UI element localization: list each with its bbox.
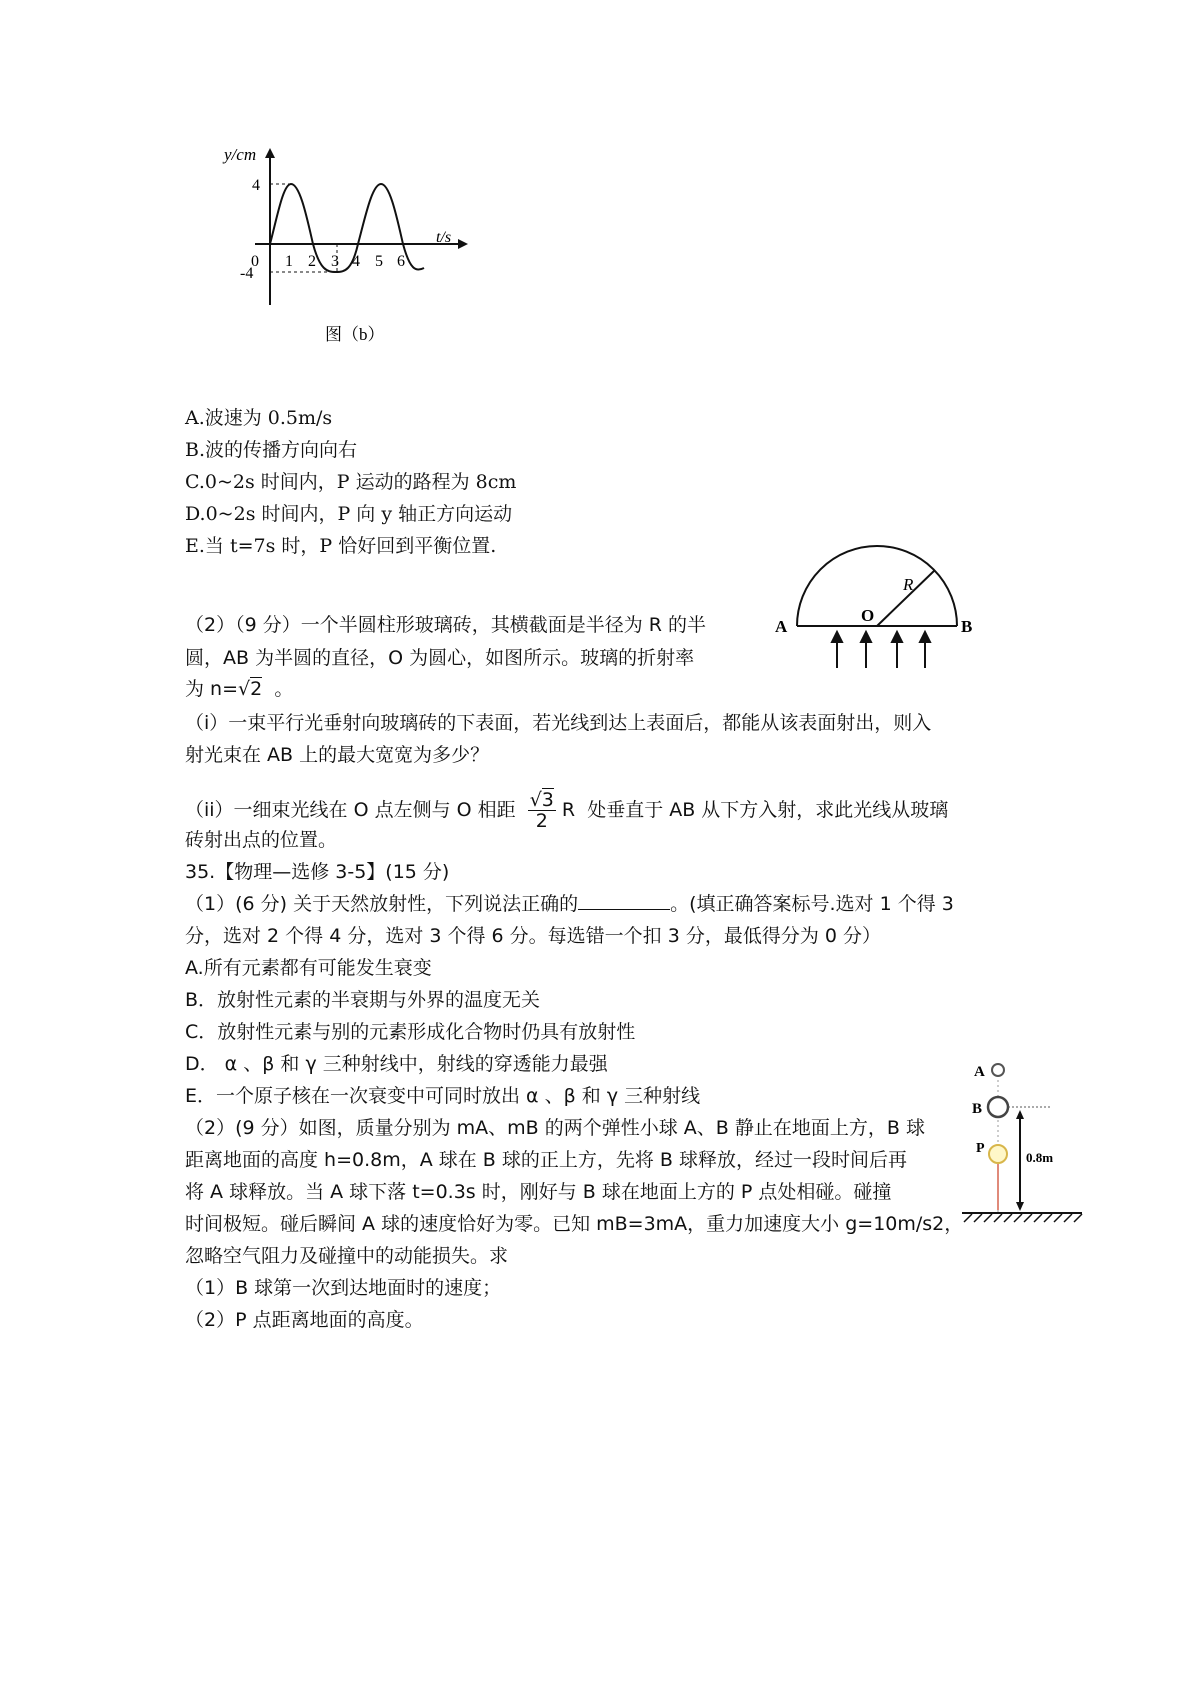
q35-header: 35.【物理—选修 3-5】(15 分) xyxy=(185,861,450,883)
t-tick-2: 2 xyxy=(308,253,316,270)
part-ii-prefix: （ii）一细束光线在 O 点左侧与 O 相距 xyxy=(185,799,516,821)
t-tick-5: 5 xyxy=(375,253,383,270)
wave-option-d: D.0~2s 时间内，P 向 y 轴正方向运动 xyxy=(185,503,513,525)
refractive-index-prefix: 为 n= xyxy=(185,678,239,700)
q34-2-part-ii-line1 xyxy=(185,790,948,831)
semicircle-arc xyxy=(797,546,957,626)
t-axis-label: t/s xyxy=(436,229,452,246)
q35-2-line1: （2）(9 分）如图，质量分别为 mA、mB 的两个弹性小球 A、B 静止在地面上方，B 球 xyxy=(185,1117,925,1139)
fraction-numerator-value: 3 xyxy=(541,789,554,811)
q35-option-a: A.所有元素都有可能发生衰变 xyxy=(185,957,432,979)
t-axis-arrow xyxy=(458,239,468,249)
height-label: 0.8m xyxy=(1026,1150,1054,1165)
q34-2-line1: （2）（9 分）一个半圆柱形玻璃砖，其横截面是半径为 R 的半 xyxy=(185,614,706,636)
wave-option-b: B.波的传播方向向右 xyxy=(185,439,358,461)
ball-label-b: B xyxy=(972,1101,983,1117)
label-o: O xyxy=(861,606,875,625)
q35-1-prefix: （1）(6 分) 关于天然放射性，下列说法正确的 xyxy=(185,893,579,915)
incident-arrows xyxy=(832,632,930,668)
height-arrow-bottom xyxy=(1016,1202,1024,1211)
q35-1-line1 xyxy=(185,891,954,917)
q35-2-sub2: （2）P 点距离地面的高度。 xyxy=(185,1309,424,1331)
q35-1-line2: 分，选对 2 个得 4 分，选对 3 个得 6 分。每选错一个扣 3 分，最低得分为 0 分） xyxy=(185,925,882,947)
q34-2-part-ii-line2: 砖射出点的位置。 xyxy=(185,829,338,851)
q35-2-line4: 时间极短。碰后瞬间 A 球的速度恰好为零。已知 mB=3mA，重力加速度大小 g=10m/s2， xyxy=(185,1213,964,1235)
t-tick-3: 3 xyxy=(331,253,339,270)
part-ii-suffix: 处垂直于 AB 从下方入射，求此光线从玻璃 xyxy=(587,799,949,821)
y-tick-plus4: 4 xyxy=(252,177,260,194)
point-p-ball xyxy=(989,1145,1007,1163)
ball-a xyxy=(992,1064,1004,1076)
sqrt-radicand: 2 xyxy=(250,678,263,700)
semicircle-figure xyxy=(775,540,980,675)
q35-2-line5: 忽略空气阻力及碰撞中的动能损失。求 xyxy=(185,1245,509,1267)
wave-option-a: A.波速为 0.5m/s xyxy=(185,407,333,429)
fraction-numerator: √3 xyxy=(529,789,554,811)
wave-option-e: E.当 t=7s 时，P 恰好回到平衡位置. xyxy=(185,535,497,557)
q35-option-e: E．一个原子核在一次衰变中可同时放出 α 、β 和 γ 三种射线 xyxy=(185,1085,701,1107)
q35-option-b: B．放射性元素的半衰期与外界的温度无关 xyxy=(185,989,541,1011)
falling-balls-figure xyxy=(958,1052,1088,1237)
label-a: A xyxy=(775,617,788,636)
t-tick-1: 1 xyxy=(285,253,293,270)
refractive-index-suffix: 。 xyxy=(274,678,294,700)
q34-2-part-i-line2: 射光束在 AB 上的最大宽宽为多少？ xyxy=(185,744,490,766)
ball-label-p: P xyxy=(976,1141,985,1156)
q35-option-d: D． α 、β 和 γ 三种射线中，射线的穿透能力最强 xyxy=(185,1053,608,1075)
y-axis-arrow xyxy=(265,148,275,158)
fraction-denominator: 2 xyxy=(535,810,548,832)
label-b: B xyxy=(961,617,973,636)
q35-1-suffix: 。(填正确答案标号.选对 1 个得 3 xyxy=(670,893,954,915)
ground-hatching xyxy=(964,1214,1082,1222)
height-arrow-top xyxy=(1016,1110,1024,1119)
wave-option-c: C.0~2s 时间内，P 运动的路程为 8cm xyxy=(185,471,517,493)
t-tick-4: 4 xyxy=(352,253,360,270)
q35-option-c: C．放射性元素与别的元素形成化合物时仍具有放射性 xyxy=(185,1021,636,1043)
t-tick-6: 6 xyxy=(397,253,405,270)
fraction-sqrt3-over-2 xyxy=(528,790,556,831)
y-axis-label: y/cm xyxy=(224,145,257,164)
q34-2-line2: 圆，AB 为半圆的直径，O 为圆心，如图所示。玻璃的折射率 xyxy=(185,647,695,669)
sqrt-sign: √ xyxy=(238,678,251,700)
q34-2-part-i-line1: （i）一束平行光垂射向玻璃砖的下表面，若光线到达上表面后，都能从该表面射出，则入 xyxy=(185,712,932,734)
ball-label-a: A xyxy=(974,1064,985,1080)
fraction-variable: R xyxy=(561,799,576,821)
q35-2-line3: 将 A 球释放。当 A 球下落 t=0.3s 时，刚好与 B 球在地面上方的 P 点处相碰。碰撞 xyxy=(185,1181,892,1203)
q35-2-line2: 距离地面的高度 h=0.8m，A 球在 B 球的正上方，先将 B 球释放，经过一段时间后再 xyxy=(185,1149,907,1171)
q34-2-line3 xyxy=(185,676,293,702)
label-r: R xyxy=(903,575,914,594)
answer-blank xyxy=(578,891,670,910)
y-tick-minus4: -4 xyxy=(240,265,254,282)
t-tick-0: 0 xyxy=(251,253,259,270)
figure-b-graph xyxy=(224,140,490,350)
figure-caption: 图（b） xyxy=(325,325,385,344)
ball-b xyxy=(988,1097,1008,1117)
q35-2-sub1: （1）B 球第一次到达地面时的速度； xyxy=(185,1277,502,1299)
